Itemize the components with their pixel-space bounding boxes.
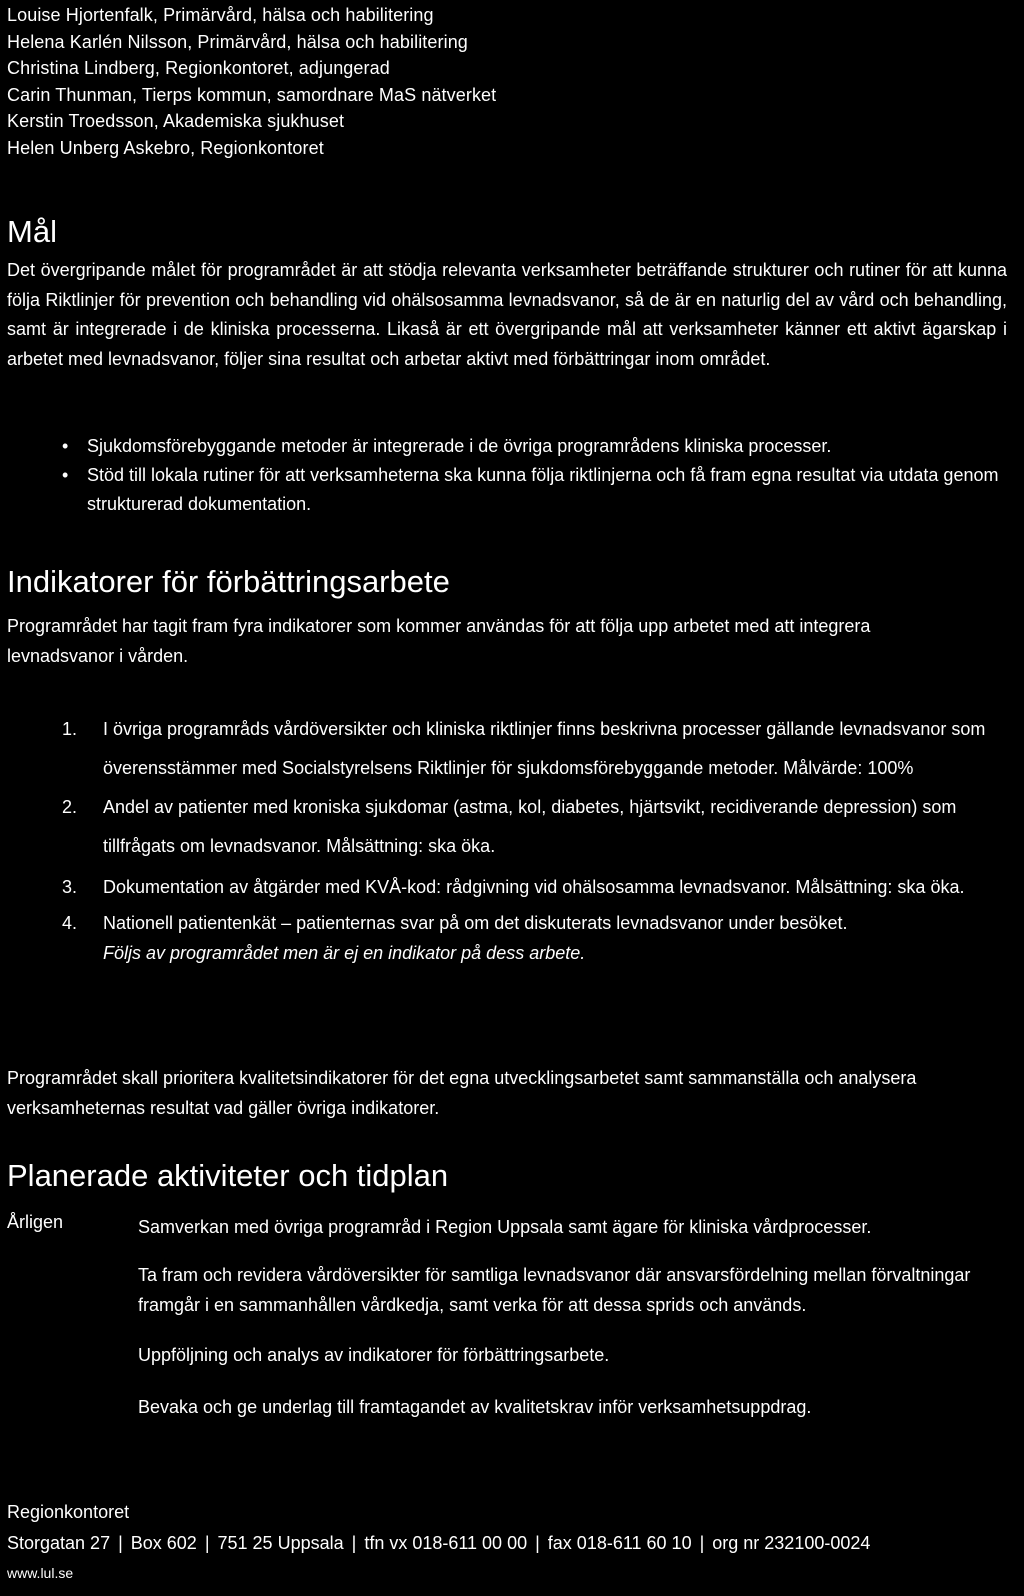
member-name: Helen Unberg Askebro, Regionkontoret — [7, 137, 324, 158]
footer-url[interactable]: www.lul.se — [7, 1565, 74, 1581]
member-name: Louise Hjortenfalk, Primärvård, hälsa och habilitering — [7, 5, 434, 25]
indicator-list — [62, 710, 1012, 968]
indicator-item: 1. I övriga programråds vårdöversikter och kliniska riktlinjer finns beskrivna processer gällande levnadsvanor som överensstämmer med Socialstyrelsens Riktlinjer för sjukdomsförebyggande metoder. Målvärde: 100% — [62, 719, 986, 778]
footer — [7, 1497, 870, 1587]
member-list — [7, 2, 496, 161]
mal-bullet-list — [62, 432, 1012, 519]
heading-mal: Mål — [7, 214, 57, 249]
bullet-icon: • — [62, 436, 69, 456]
indikatorer-outro: Programrådet skall prioritera kvalitetsindikatorer för det egna utvecklingsarbetet samt sammanställa och analysera verksamheternas resultat vad gäller övriga indikatorer. — [7, 1068, 917, 1118]
heading-planerade: Planerade aktiviteter och tidplan — [7, 1158, 449, 1193]
schedule-label: Årligen — [7, 1212, 64, 1232]
schedule-item: Samverkan med övriga programråd i Region Uppsala samt ägare för kliniska vårdprocesser. — [138, 1217, 872, 1237]
indikatorer-intro: Programrådet har tagit fram fyra indikatorer som kommer användas för att följa upp arbetet med att integrera levnadsvanor i vården. — [7, 616, 871, 666]
schedule-item: Uppföljning och analys av indikatorer för förbättringsarbete. — [138, 1345, 610, 1365]
bullet-icon: • — [62, 465, 69, 485]
indicator-note: Följs av programrådet men är ej en indikator på dess arbete. — [103, 943, 586, 963]
schedule-items — [138, 1212, 1018, 1438]
heading-indikatorer: Indikatorer för förbättringsarbete — [7, 564, 450, 599]
mal-paragraph: Det övergripande målet för programrådet är att stödja relevanta verksamheter beträffande strukturer och rutiner för att kunna följa Riktlinjer för prevention och behandling vid ohälsosamma levnadsvanor, så de är en naturlig del av vård och behandling, samt är integrerade i de kliniska processerna. Likaså är ett övergripande mål att verksamheter känner ett aktivt ägarskap i arbetet med levnadsvanor, följer sina resultat och arbetar aktivt med förbättringar inom området. — [7, 260, 1007, 369]
member-name: Carin Thunman, Tierps kommun, samordnare MaS nätverket — [7, 84, 497, 105]
schedule-item: Bevaka och ge underlag till framtagandet av kvalitetskrav inför verksamhetsuppdrag. — [138, 1397, 812, 1417]
indicator-item: 4. Nationell patientenkät – patienternas svar på om det diskuterats levnadsvanor under besöket. Följs av programrådet men är ej en indikator på dess arbete. — [62, 913, 848, 963]
list-item: • Sjukdomsförebyggande metoder är integrerade i de övriga programrådens kliniska processer. — [62, 432, 1012, 461]
indicator-item: 2. Andel av patienter med kroniska sjukdomar (astma, kol, diabetes, hjärtsvikt, recidiverande depression) som tillfrågats om levnadsvanor. Målsättning: ska öka. — [62, 797, 957, 856]
member-name: Christina Lindberg, Regionkontoret, adjungerad — [7, 58, 390, 78]
member-name: Kerstin Troedsson, Akademiska sjukhuset — [7, 111, 345, 131]
footer-org: Regionkontoret — [7, 1502, 130, 1522]
footer-address: Storgatan 27 | Box 602 | 751 25 Uppsala | tfn vx 018-611 00 00 | fax 018-611 60 10 | org nr 232100-0024 — [7, 1533, 871, 1553]
list-item: • Stöd till lokala rutiner för att verksamheterna ska kunna följa riktlinjerna och få fram egna resultat via utdata genom strukturerad dokumentation. — [62, 461, 1012, 519]
member-name: Helena Karlén Nilsson, Primärvård, hälsa och habilitering — [7, 31, 468, 52]
indicator-item: 3. Dokumentation av åtgärder med KVÅ-kod: rådgivning vid ohälsosamma levnadsvanor. Målsättning: ska öka. — [62, 877, 965, 897]
schedule-item: Ta fram och revidera vårdöversikter för samtliga levnadsvanor där ansvarsfördelning mellan förvaltningar framgår i en sammanhållen vårdkedja, samt verka för att dessa sprids och används. — [138, 1265, 971, 1315]
